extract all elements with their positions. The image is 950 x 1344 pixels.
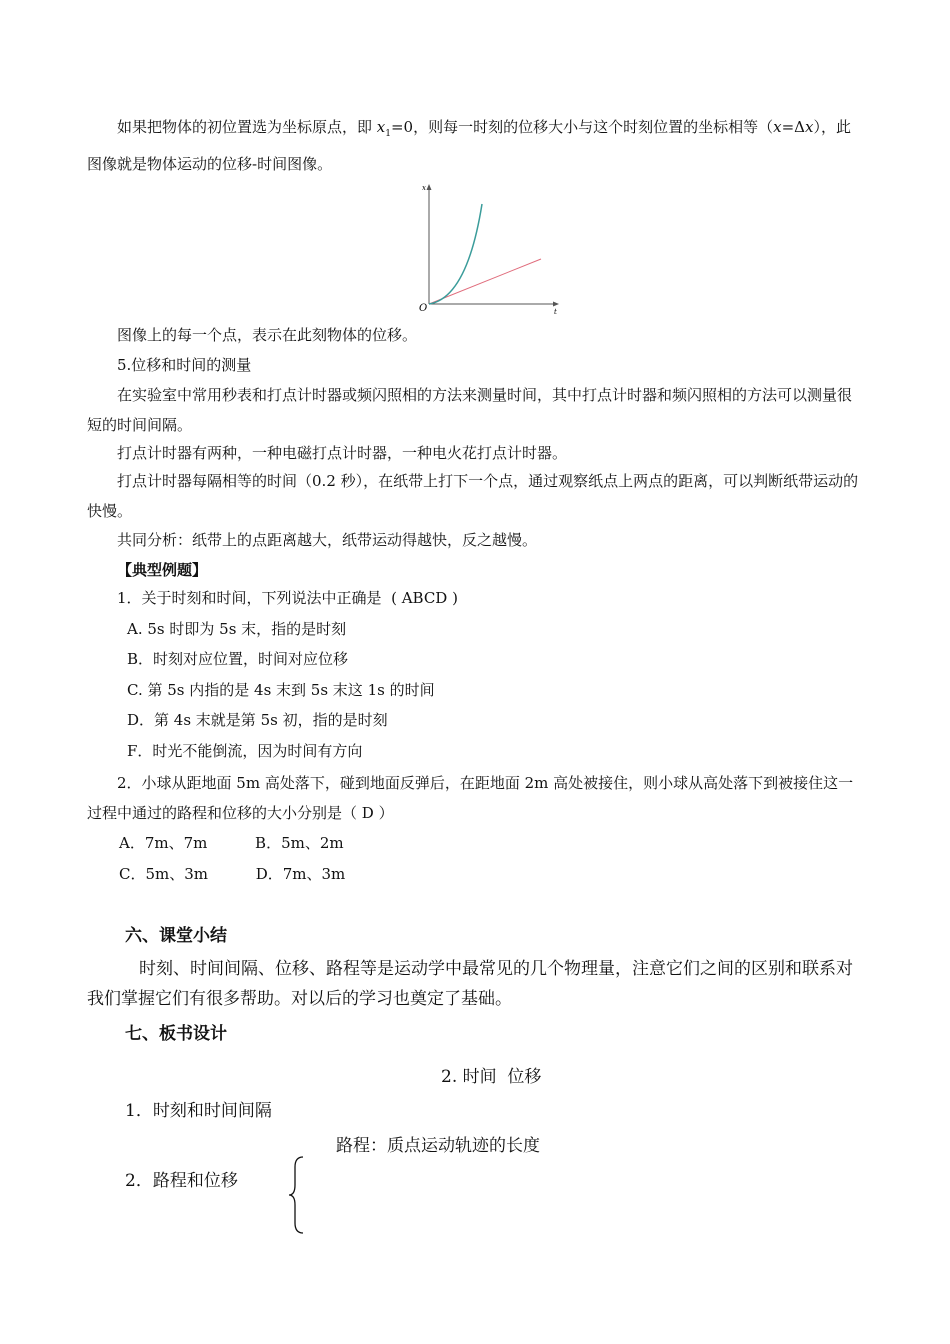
question-1: 1．关于时刻和时间，下列说法中正确是 ( ABCD ) [117,589,458,607]
y-axis-label: x [422,184,426,192]
x-axis-label: t [554,308,557,315]
board-title: 2. 时间 位移 [441,1067,542,1087]
q1-option-b: B．时刻对应位置，时间对应位移 [127,650,349,668]
q1-option-d: D．第 4s 末就是第 5s 初，指的是时刻 [127,711,388,729]
x-axis-arrow [553,302,559,307]
displacement-time-graph [415,180,565,315]
section-5-title: 5.位移和时间的测量 [117,356,252,374]
question-2: 2．小球从距地面 5m 高处落下，碰到地面反弹后，在距地面 2m 高处被接住，则小球从高处落下到被接住这一过程中通过的路程和位移的大小分别是（ D ） [87,774,854,822]
summary-text: 时刻、时间间隔、位移、路程等是运动学中最常见的几个物理量，注意它们之间的区别和联系对我们掌握它们有很多帮助。对以后的学习也奠定了基础。 [87,959,853,1009]
measurement-paragraph: 在实验室中常用秒表和打点计时器或频闪照相的方法来测量时间，其中打点计时器和频闪照相的方法可以测量很短的时间间隔。 [87,386,853,434]
q1-option-f: F．时光不能倒流，因为时间有方向 [127,742,363,760]
q2-options-cd: C．5m、3m D．7m、3m [119,865,346,883]
curve-line [429,204,482,304]
q1-option-c: C. 第 5s 内指的是 4s 末到 5s 末这 1s 的时间 [127,681,435,699]
board-item-1: 1．时刻和时间间隔 [125,1101,272,1121]
q1-option-a: A. 5s 时即为 5s 末，指的是时刻 [127,620,347,638]
tangent-line [429,259,541,304]
summary-heading: 六、课堂小结 [125,926,227,946]
q2-options-ab: A．7m、7m B．5m、2m [119,834,344,852]
examples-heading: 【典型例题】 [117,561,208,579]
intro-paragraph: 如果把物体的初位置选为坐标原点，即 $x_1=0$，则每一时刻的位移大小与这个时刻位置的坐标相等（x=Δx），此图像就是物体运动的位移-时间图像。 [87,118,851,173]
common-analysis: 共同分析：纸带上的点距离越大，纸带运动得越快，反之越慢。 [117,531,538,549]
graph-explanation: 图像上的每一个点，表示在此刻物体的位移。 [117,326,418,344]
timer-paragraph: 打点计时器每隔相等的时间（0.2 秒），在纸带上打下一个点，通过观察纸点上两点的距离，可以判断纸带运动的快慢。 [87,472,859,520]
timer-types: 打点计时器有两种，一种电磁打点计时器，一种电火花打点计时器。 [117,444,568,462]
path-definition: 路程：质点运动轨迹的长度 [336,1136,540,1156]
y-axis-arrow [427,184,432,190]
board-item-2: 2．路程和位移 [125,1171,238,1191]
origin-label: O [419,303,428,314]
left-brace [288,1155,308,1235]
board-heading: 七、板书设计 [125,1024,227,1044]
